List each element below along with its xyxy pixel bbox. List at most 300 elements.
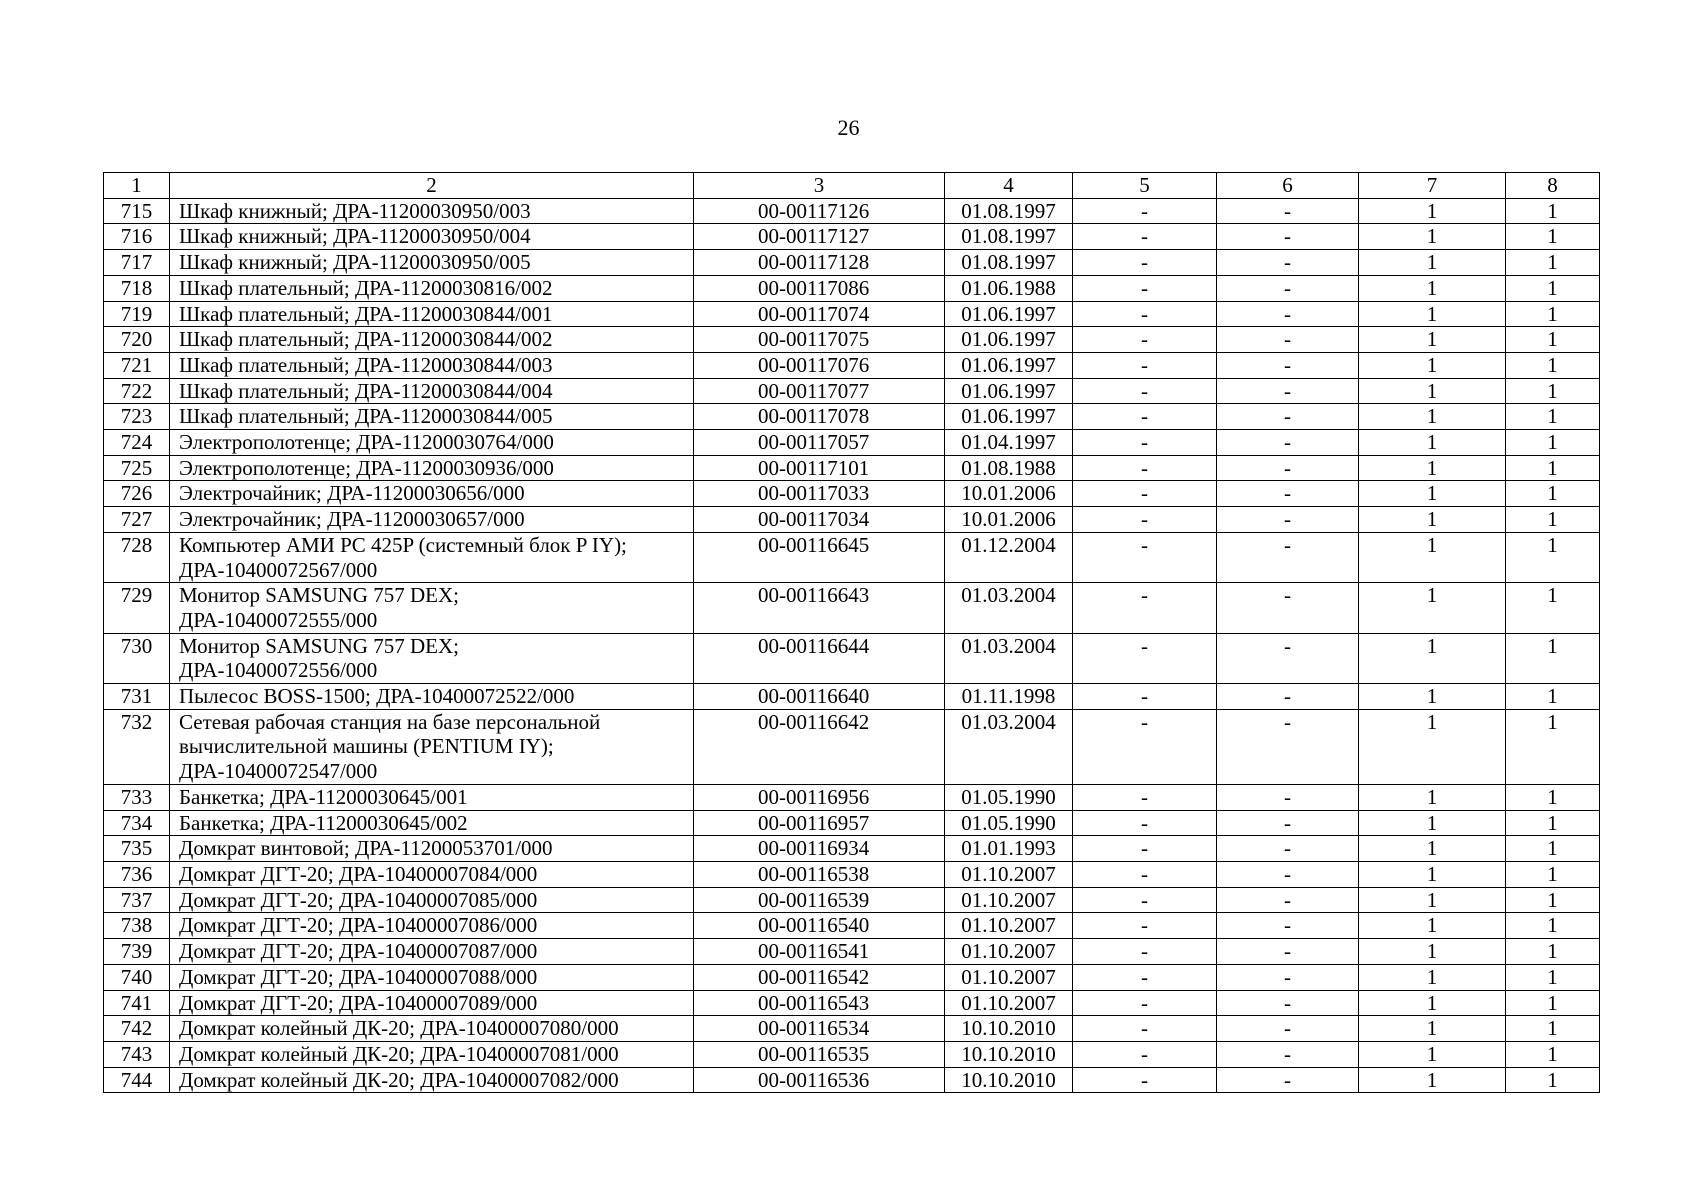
item-name-cell (170, 633, 694, 683)
inventory-number-cell: 00-00116642 (694, 709, 945, 784)
item-name-cell (170, 913, 694, 939)
column-7-cell: 1 (1359, 913, 1506, 939)
inventory-number-cell: 00-00117086 (694, 275, 945, 301)
item-name-line: Компьютер АМИ PC 425P (системный блок P IY); (179, 532, 627, 557)
date-cell: 10.01.2006 (945, 481, 1073, 507)
column-8-cell: 1 (1506, 939, 1600, 965)
column-7-cell: 1 (1359, 1016, 1506, 1042)
column-6-cell: - (1217, 964, 1359, 990)
column-7-cell: 1 (1359, 455, 1506, 481)
column-5-cell: - (1073, 507, 1217, 533)
column-5-cell: - (1073, 633, 1217, 683)
column-8-cell: 1 (1506, 481, 1600, 507)
column-6-cell: - (1217, 633, 1359, 683)
inventory-number-cell: 00-00117033 (694, 481, 945, 507)
column-header: 5 (1073, 173, 1217, 199)
column-6-cell: - (1217, 1016, 1359, 1042)
date-cell: 01.08.1997 (945, 250, 1073, 276)
column-7-cell: 1 (1359, 430, 1506, 456)
column-7-cell: 1 (1359, 939, 1506, 965)
date-cell: 10.10.2010 (945, 1067, 1073, 1093)
column-8-cell: 1 (1506, 275, 1600, 301)
table-row (104, 1041, 1600, 1067)
item-name-line: Домкрат винтовой; ДРА-11200053701/000 (179, 836, 553, 861)
item-name-cell (170, 583, 694, 633)
column-5-cell: - (1073, 939, 1217, 965)
column-6-cell: - (1217, 352, 1359, 378)
item-name-line: Домкрат колейный ДК-20; ДРА-10400007080/000 (179, 1016, 619, 1041)
column-7-cell: 1 (1359, 250, 1506, 276)
inventory-number-cell: 00-00116538 (694, 861, 945, 887)
item-name-cell (170, 887, 694, 913)
inventory-number-cell: 00-00117034 (694, 507, 945, 533)
item-name-cell (170, 939, 694, 965)
item-name-line: Шкаф книжный; ДРА-11200030950/003 (179, 198, 531, 223)
item-name-line: Шкаф книжный; ДРА-11200030950/004 (179, 224, 531, 249)
table-row (104, 964, 1600, 990)
column-5-cell: - (1073, 455, 1217, 481)
column-5-cell: - (1073, 327, 1217, 353)
column-8-cell: 1 (1506, 810, 1600, 836)
row-number-cell: 730 (104, 633, 170, 683)
inventory-number-cell: 00-00117075 (694, 327, 945, 353)
inventory-number-cell: 00-00117128 (694, 250, 945, 276)
column-8-cell: 1 (1506, 455, 1600, 481)
table-row (104, 684, 1600, 710)
column-6-cell: - (1217, 684, 1359, 710)
column-5-cell: - (1073, 1067, 1217, 1093)
row-number-cell: 743 (104, 1041, 170, 1067)
table-row (104, 990, 1600, 1016)
column-7-cell: 1 (1359, 507, 1506, 533)
inventory-number-cell: 00-00116534 (694, 1016, 945, 1042)
table-row (104, 709, 1600, 784)
column-7-cell: 1 (1359, 481, 1506, 507)
column-7-cell: 1 (1359, 964, 1506, 990)
inventory-number-cell: 00-00117077 (694, 378, 945, 404)
row-number-cell: 720 (104, 327, 170, 353)
date-cell: 01.06.1997 (945, 301, 1073, 327)
item-name-line: Шкаф плательный; ДРА-11200030816/002 (179, 275, 553, 300)
item-name-cell (170, 301, 694, 327)
column-header: 3 (694, 173, 945, 199)
column-6-cell: - (1217, 810, 1359, 836)
column-8-cell: 1 (1506, 378, 1600, 404)
inventory-table (103, 172, 1600, 1093)
inventory-number-cell: 00-00117076 (694, 352, 945, 378)
item-name-line: Электрочайник; ДРА-11200030656/000 (179, 481, 525, 506)
inventory-number-cell: 00-00116539 (694, 887, 945, 913)
column-6-cell: - (1217, 198, 1359, 224)
column-8-cell: 1 (1506, 583, 1600, 633)
column-8-cell: 1 (1506, 224, 1600, 250)
item-name-line: Электрополотенце; ДРА-11200030764/000 (179, 430, 554, 455)
column-7-cell: 1 (1359, 275, 1506, 301)
table-row (104, 583, 1600, 633)
date-cell: 10.10.2010 (945, 1041, 1073, 1067)
date-cell: 01.06.1988 (945, 275, 1073, 301)
row-number-cell: 722 (104, 378, 170, 404)
table-row (104, 224, 1600, 250)
column-header: 1 (104, 173, 170, 199)
date-cell: 01.10.2007 (945, 990, 1073, 1016)
column-5-cell: - (1073, 861, 1217, 887)
row-number-cell: 715 (104, 198, 170, 224)
column-5-cell: - (1073, 836, 1217, 862)
column-7-cell: 1 (1359, 633, 1506, 683)
column-7-cell: 1 (1359, 810, 1506, 836)
row-number-cell: 724 (104, 430, 170, 456)
column-6-cell: - (1217, 224, 1359, 250)
column-header: 7 (1359, 173, 1506, 199)
row-number-cell: 735 (104, 836, 170, 862)
inventory-number-cell: 00-00116956 (694, 784, 945, 810)
table-row (104, 198, 1600, 224)
column-8-cell: 1 (1506, 684, 1600, 710)
table-row (104, 1067, 1600, 1093)
item-name-cell (170, 810, 694, 836)
item-name-line: вычислительной машины (PENTIUM IY); (179, 734, 554, 759)
column-6-cell: - (1217, 1041, 1359, 1067)
inventory-number-cell: 00-00116934 (694, 836, 945, 862)
column-7-cell: 1 (1359, 378, 1506, 404)
date-cell: 10.01.2006 (945, 507, 1073, 533)
column-6-cell: - (1217, 250, 1359, 276)
date-cell: 01.10.2007 (945, 939, 1073, 965)
column-8-cell: 1 (1506, 784, 1600, 810)
date-cell: 01.05.1990 (945, 784, 1073, 810)
table-row (104, 481, 1600, 507)
column-5-cell: - (1073, 404, 1217, 430)
column-6-cell: - (1217, 481, 1359, 507)
row-number-cell: 727 (104, 507, 170, 533)
table-row (104, 810, 1600, 836)
inventory-number-cell: 00-00117057 (694, 430, 945, 456)
column-6-cell: - (1217, 327, 1359, 353)
date-cell: 01.08.1988 (945, 455, 1073, 481)
column-8-cell: 1 (1506, 913, 1600, 939)
row-number-cell: 731 (104, 684, 170, 710)
table-row (104, 404, 1600, 430)
column-7-cell: 1 (1359, 327, 1506, 353)
row-number-cell: 718 (104, 275, 170, 301)
item-name-line: Домкрат ДГТ-20; ДРА-10400007084/000 (179, 861, 538, 886)
column-header: 6 (1217, 173, 1359, 199)
item-name-cell (170, 964, 694, 990)
column-7-cell: 1 (1359, 684, 1506, 710)
column-7-cell: 1 (1359, 1067, 1506, 1093)
row-number-cell: 728 (104, 532, 170, 582)
column-5-cell: - (1073, 275, 1217, 301)
inventory-number-cell: 00-00116535 (694, 1041, 945, 1067)
table-row (104, 836, 1600, 862)
column-7-cell: 1 (1359, 352, 1506, 378)
column-8-cell: 1 (1506, 404, 1600, 430)
column-8-cell: 1 (1506, 327, 1600, 353)
item-name-cell (170, 1041, 694, 1067)
column-5-cell: - (1073, 250, 1217, 276)
column-7-cell: 1 (1359, 224, 1506, 250)
column-7-cell: 1 (1359, 1041, 1506, 1067)
table-row (104, 1016, 1600, 1042)
row-number-cell: 725 (104, 455, 170, 481)
column-8-cell: 1 (1506, 430, 1600, 456)
item-name-cell (170, 709, 694, 784)
table-row (104, 250, 1600, 276)
inventory-number-cell: 00-00117074 (694, 301, 945, 327)
column-5-cell: - (1073, 784, 1217, 810)
table-body (104, 173, 1600, 1093)
inventory-number-cell: 00-00117078 (694, 404, 945, 430)
date-cell: 01.06.1997 (945, 352, 1073, 378)
item-name-line: Шкаф плательный; ДРА-11200030844/004 (179, 378, 553, 403)
column-5-cell: - (1073, 990, 1217, 1016)
item-name-cell (170, 198, 694, 224)
table-row (104, 430, 1600, 456)
column-7-cell: 1 (1359, 198, 1506, 224)
column-7-cell: 1 (1359, 532, 1506, 582)
column-8-cell: 1 (1506, 250, 1600, 276)
table-row (104, 507, 1600, 533)
item-name-cell (170, 430, 694, 456)
row-number-cell: 723 (104, 404, 170, 430)
item-name-line: Шкаф плательный; ДРА-11200030844/001 (179, 301, 553, 326)
column-8-cell: 1 (1506, 990, 1600, 1016)
row-number-cell: 733 (104, 784, 170, 810)
column-8-cell: 1 (1506, 352, 1600, 378)
column-header: 2 (170, 173, 694, 199)
table-row (104, 887, 1600, 913)
column-header: 8 (1506, 173, 1600, 199)
inventory-number-cell: 00-00116536 (694, 1067, 945, 1093)
inventory-number-cell: 00-00116540 (694, 913, 945, 939)
row-number-cell: 732 (104, 709, 170, 784)
column-6-cell: - (1217, 709, 1359, 784)
item-name-cell (170, 404, 694, 430)
item-name-line: Монитор SAMSUNG 757 DEX; (179, 633, 459, 658)
table-row (104, 455, 1600, 481)
column-5-cell: - (1073, 378, 1217, 404)
date-cell: 01.03.2004 (945, 583, 1073, 633)
column-5-cell: - (1073, 913, 1217, 939)
column-5-cell: - (1073, 532, 1217, 582)
item-name-line: ДРА-10400072547/000 (179, 759, 378, 784)
column-8-cell: 1 (1506, 507, 1600, 533)
column-5-cell: - (1073, 583, 1217, 633)
item-name-line: ДРА-10400072567/000 (179, 557, 378, 582)
item-name-cell (170, 532, 694, 582)
item-name-cell (170, 455, 694, 481)
item-name-line: Электрочайник; ДРА-11200030657/000 (179, 507, 525, 532)
table-row (104, 301, 1600, 327)
date-cell: 01.08.1997 (945, 224, 1073, 250)
column-5-cell: - (1073, 684, 1217, 710)
item-name-cell (170, 481, 694, 507)
column-7-cell: 1 (1359, 784, 1506, 810)
column-7-cell: 1 (1359, 583, 1506, 633)
column-5-cell: - (1073, 810, 1217, 836)
column-6-cell: - (1217, 404, 1359, 430)
date-cell: 01.03.2004 (945, 709, 1073, 784)
table-row (104, 861, 1600, 887)
item-name-line: Домкрат ДГТ-20; ДРА-10400007088/000 (179, 964, 538, 989)
column-8-cell: 1 (1506, 887, 1600, 913)
item-name-cell (170, 1016, 694, 1042)
column-6-cell: - (1217, 583, 1359, 633)
column-7-cell: 1 (1359, 404, 1506, 430)
table-row (104, 633, 1600, 683)
column-8-cell: 1 (1506, 198, 1600, 224)
column-8-cell: 1 (1506, 861, 1600, 887)
item-name-line: Домкрат ДГТ-20; ДРА-10400007085/000 (179, 887, 538, 912)
date-cell: 01.03.2004 (945, 633, 1073, 683)
column-5-cell: - (1073, 224, 1217, 250)
row-number-cell: 734 (104, 810, 170, 836)
column-5-cell: - (1073, 887, 1217, 913)
item-name-cell (170, 1067, 694, 1093)
column-5-cell: - (1073, 709, 1217, 784)
row-number-cell: 736 (104, 861, 170, 887)
row-number-cell: 744 (104, 1067, 170, 1093)
column-7-cell: 1 (1359, 836, 1506, 862)
row-number-cell: 726 (104, 481, 170, 507)
row-number-cell: 738 (104, 913, 170, 939)
inventory-number-cell: 00-00116957 (694, 810, 945, 836)
item-name-line: Пылесос BOSS-1500; ДРА-10400072522/000 (179, 684, 575, 709)
column-8-cell: 1 (1506, 709, 1600, 784)
column-5-cell: - (1073, 430, 1217, 456)
column-6-cell: - (1217, 913, 1359, 939)
item-name-line: Банкетка; ДРА-11200030645/002 (179, 810, 468, 835)
column-6-cell: - (1217, 430, 1359, 456)
item-name-line: Домкрат ДГТ-20; ДРА-10400007087/000 (179, 939, 538, 964)
column-6-cell: - (1217, 1067, 1359, 1093)
inventory-number-cell: 00-00116644 (694, 633, 945, 683)
row-number-cell: 716 (104, 224, 170, 250)
inventory-number-cell: 00-00117126 (694, 198, 945, 224)
column-7-cell: 1 (1359, 709, 1506, 784)
column-6-cell: - (1217, 861, 1359, 887)
inventory-number-cell: 00-00116643 (694, 583, 945, 633)
inventory-number-cell: 00-00116541 (694, 939, 945, 965)
date-cell: 01.01.1993 (945, 836, 1073, 862)
page-number: 26 (837, 115, 860, 140)
inventory-number-cell: 00-00116645 (694, 532, 945, 582)
date-cell: 01.12.2004 (945, 532, 1073, 582)
column-6-cell: - (1217, 836, 1359, 862)
column-6-cell: - (1217, 275, 1359, 301)
row-number-cell: 737 (104, 887, 170, 913)
date-cell: 01.10.2007 (945, 887, 1073, 913)
item-name-line: Шкаф плательный; ДРА-11200030844/003 (179, 352, 553, 377)
column-6-cell: - (1217, 784, 1359, 810)
column-7-cell: 1 (1359, 861, 1506, 887)
item-name-line: Шкаф плательный; ДРА-11200030844/005 (179, 404, 553, 429)
item-name-cell (170, 327, 694, 353)
column-header: 4 (945, 173, 1073, 199)
item-name-line: Домкрат колейный ДК-20; ДРА-10400007081/000 (179, 1041, 619, 1066)
column-5-cell: - (1073, 964, 1217, 990)
column-7-cell: 1 (1359, 887, 1506, 913)
table-row (104, 913, 1600, 939)
inventory-number-cell: 00-00117127 (694, 224, 945, 250)
item-name-line: ДРА-10400072555/000 (179, 607, 378, 632)
row-number-cell: 741 (104, 990, 170, 1016)
column-8-cell: 1 (1506, 532, 1600, 582)
table-row (104, 784, 1600, 810)
header-row (104, 173, 1600, 199)
column-8-cell: 1 (1506, 836, 1600, 862)
column-8-cell: 1 (1506, 633, 1600, 683)
column-6-cell: - (1217, 532, 1359, 582)
date-cell: 01.08.1997 (945, 198, 1073, 224)
column-6-cell: - (1217, 990, 1359, 1016)
column-5-cell: - (1073, 301, 1217, 327)
column-5-cell: - (1073, 1016, 1217, 1042)
column-7-cell: 1 (1359, 301, 1506, 327)
table-row (104, 275, 1600, 301)
column-8-cell: 1 (1506, 1041, 1600, 1067)
item-name-line: Сетевая рабочая станция на базе персональной (179, 709, 601, 734)
item-name-cell (170, 378, 694, 404)
table-row (104, 327, 1600, 353)
item-name-cell (170, 684, 694, 710)
inventory-number-cell: 00-00116640 (694, 684, 945, 710)
row-number-cell: 717 (104, 250, 170, 276)
column-5-cell: - (1073, 481, 1217, 507)
item-name-cell (170, 990, 694, 1016)
column-6-cell: - (1217, 378, 1359, 404)
column-8-cell: 1 (1506, 301, 1600, 327)
item-name-cell (170, 836, 694, 862)
column-5-cell: - (1073, 198, 1217, 224)
table-row (104, 532, 1600, 582)
date-cell: 01.04.1997 (945, 430, 1073, 456)
column-6-cell: - (1217, 507, 1359, 533)
item-name-cell (170, 784, 694, 810)
inventory-number-cell: 00-00116543 (694, 990, 945, 1016)
column-8-cell: 1 (1506, 964, 1600, 990)
row-number-cell: 729 (104, 583, 170, 633)
item-name-line: ДРА-10400072556/000 (179, 658, 378, 683)
inventory-number-cell: 00-00117101 (694, 455, 945, 481)
row-number-cell: 740 (104, 964, 170, 990)
item-name-line: Шкаф книжный; ДРА-11200030950/005 (179, 250, 531, 275)
row-number-cell: 721 (104, 352, 170, 378)
column-7-cell: 1 (1359, 990, 1506, 1016)
item-name-cell (170, 275, 694, 301)
item-name-line: Домкрат колейный ДК-20; ДРА-10400007082/000 (179, 1067, 619, 1092)
column-8-cell: 1 (1506, 1067, 1600, 1093)
date-cell: 01.10.2007 (945, 861, 1073, 887)
column-5-cell: - (1073, 1041, 1217, 1067)
item-name-cell (170, 352, 694, 378)
date-cell: 01.10.2007 (945, 964, 1073, 990)
column-6-cell: - (1217, 939, 1359, 965)
item-name-cell (170, 224, 694, 250)
item-name-line: Банкетка; ДРА-11200030645/001 (179, 784, 468, 809)
row-number-cell: 742 (104, 1016, 170, 1042)
item-name-line: Домкрат ДГТ-20; ДРА-10400007086/000 (179, 913, 538, 938)
date-cell: 10.10.2010 (945, 1016, 1073, 1042)
column-6-cell: - (1217, 455, 1359, 481)
item-name-line: Электрополотенце; ДРА-11200030936/000 (179, 455, 554, 480)
item-name-line: Шкаф плательный; ДРА-11200030844/002 (179, 327, 553, 352)
column-6-cell: - (1217, 301, 1359, 327)
table-row (104, 378, 1600, 404)
item-name-line: Домкрат ДГТ-20; ДРА-10400007089/000 (179, 990, 538, 1015)
column-5-cell: - (1073, 352, 1217, 378)
